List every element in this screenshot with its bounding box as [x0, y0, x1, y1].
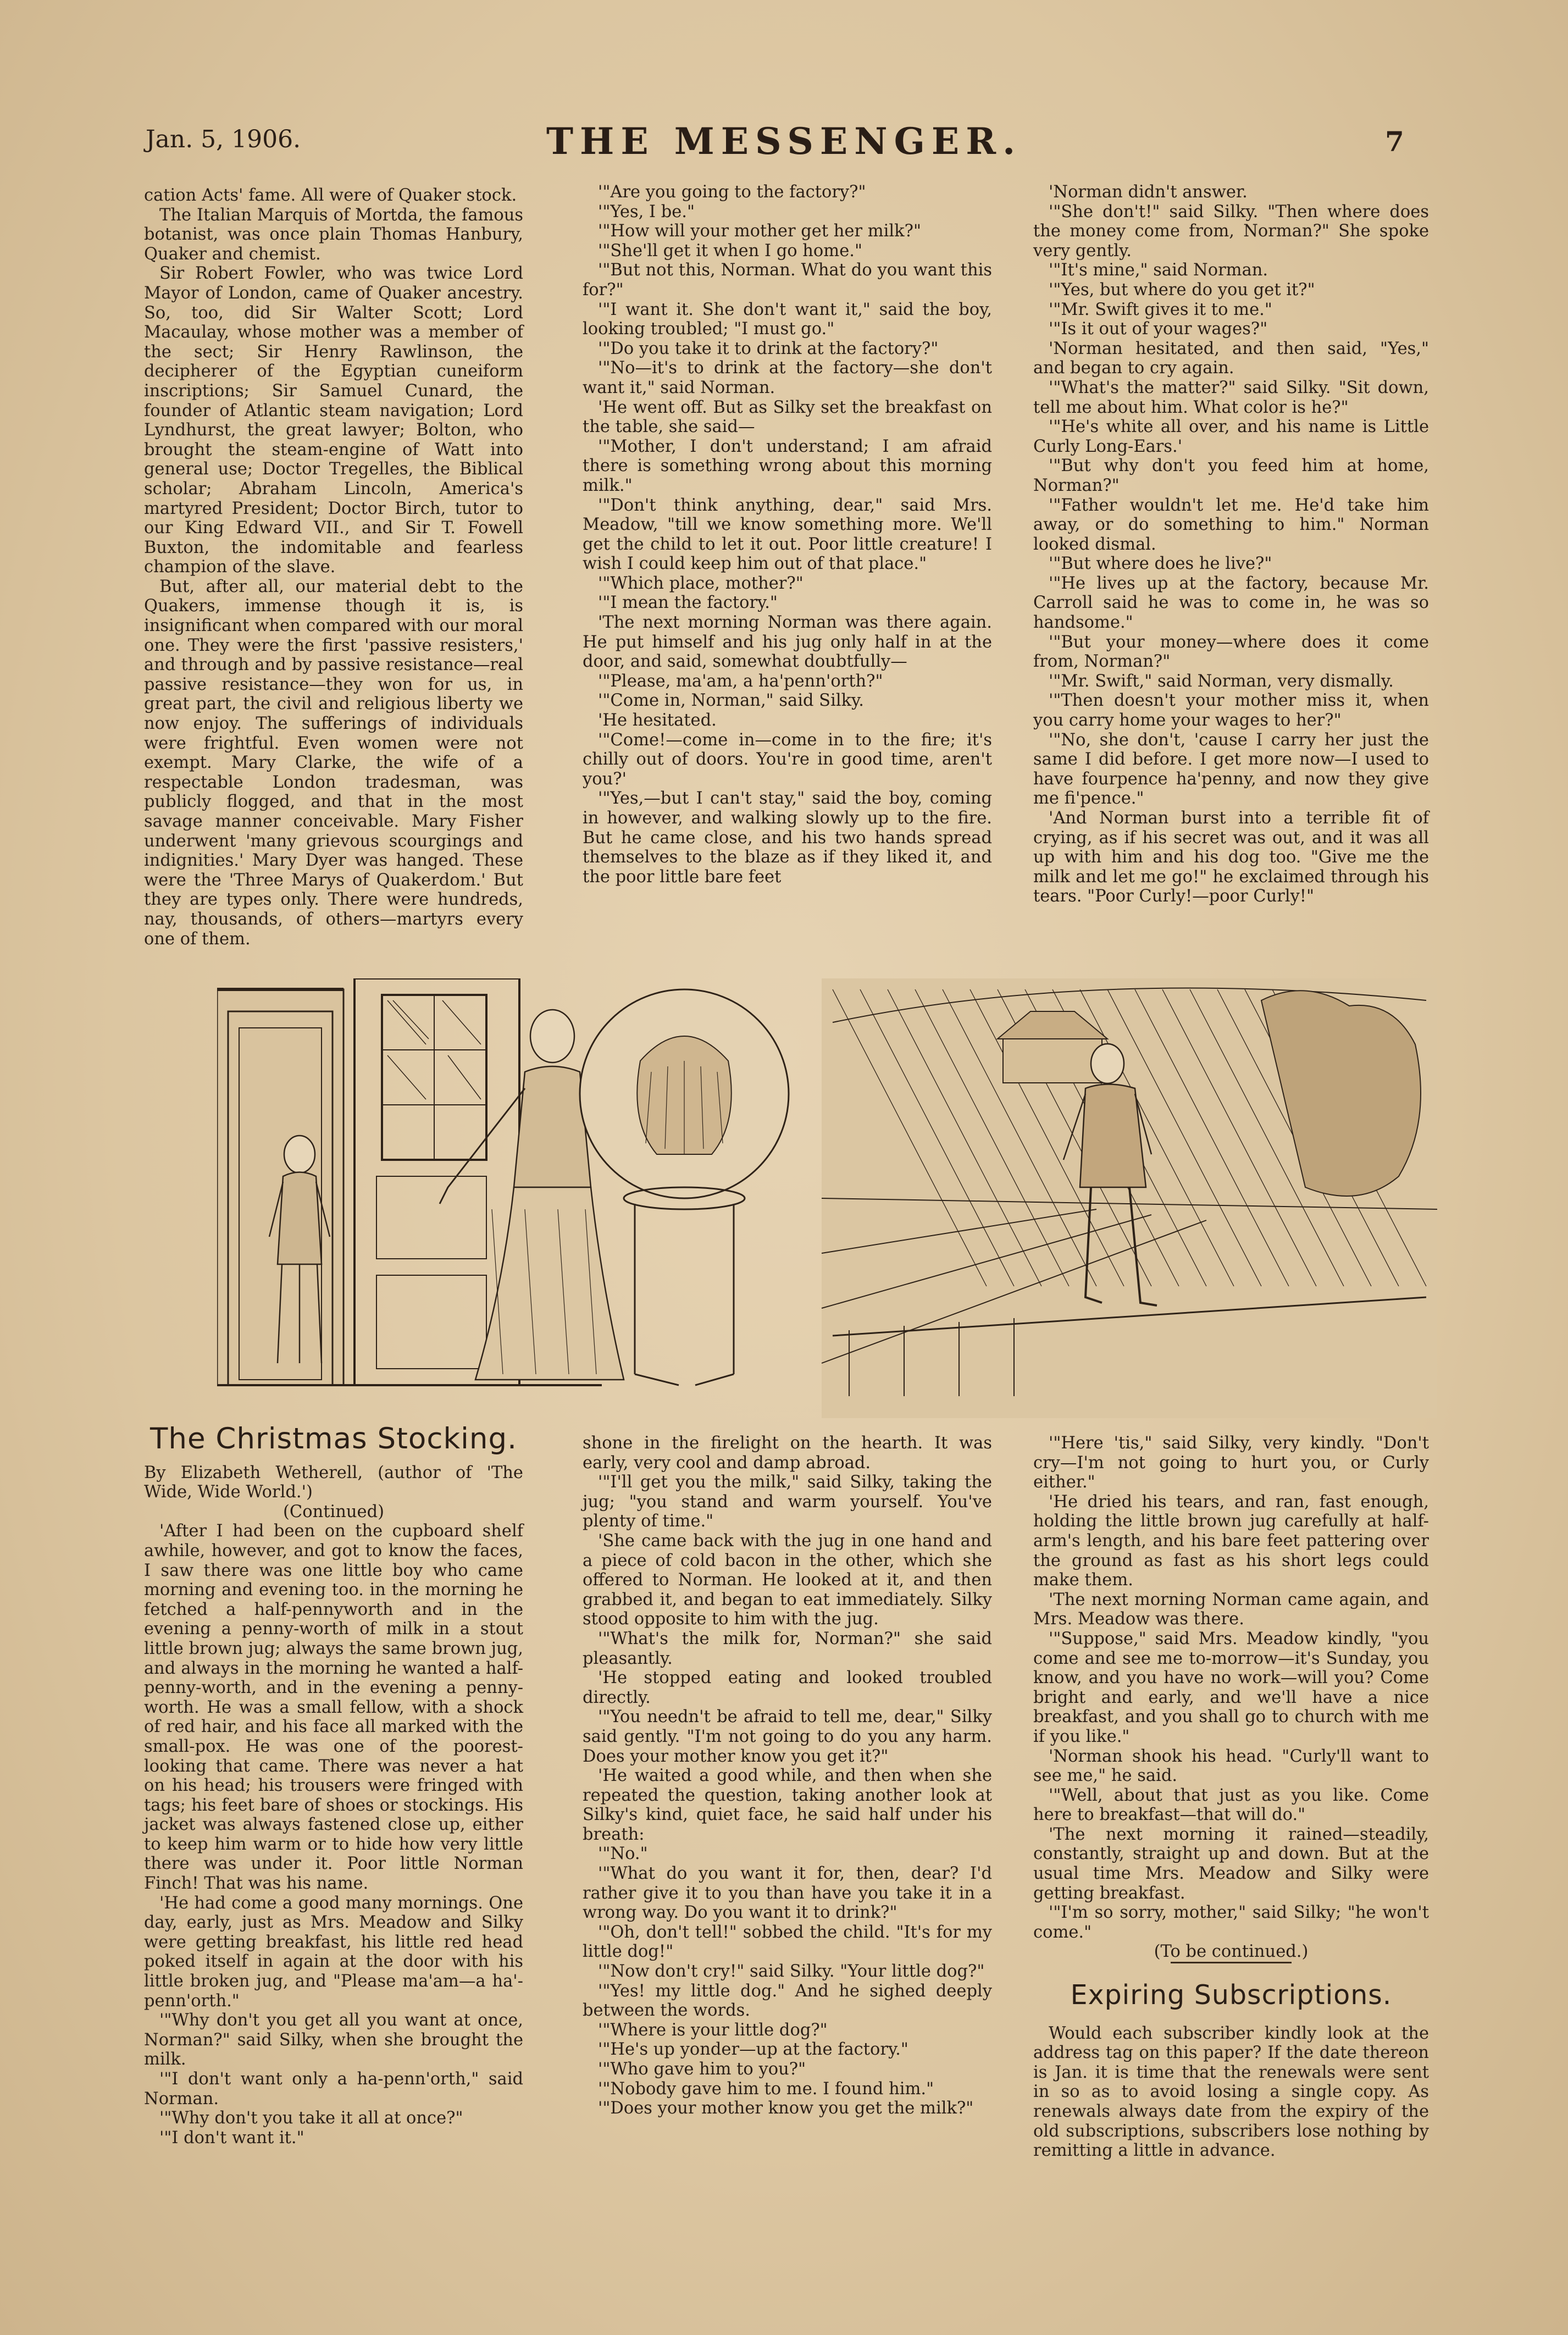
paragraph: 'He went off. But as Silky set the breakfast on the table, she said— [583, 397, 992, 437]
engraving-illustration [217, 978, 1443, 1418]
paragraph: '"Come in, Norman," said Silky. [598, 691, 864, 711]
paragraph: '"I mean the factory." [598, 593, 778, 613]
paragraph: The Italian Marquis of Mortda, the famous botanist, was once plain Thomas Hanbury, Quaker and chemist. [144, 205, 523, 264]
paragraph: '"Here 'tis," said Silky, very kindly. "Don't cry—I'm not going to hurt you, or Curly either." [1033, 1434, 1429, 1492]
paragraph: 'Norman hesitated, and then said, "Yes," and began to cry again. [1033, 339, 1429, 378]
paragraph: '"But where does he live?" [1049, 554, 1272, 574]
paragraph: '"Then doesn't your mother miss it, when you carry home your wages to her?" [1033, 691, 1429, 731]
paragraph: '"Don't think anything, dear," said Mrs. Meadow, "till we know something more. We'll get the child to let it out. Poor little creature! I wish I could keep him out of that place." [583, 495, 992, 574]
paragraph: '"No, she don't, 'cause I carry her just the same I did before. I get more now—I used to have fourpence ha'penny, and now they give me fi'pence." [1033, 730, 1429, 809]
paragraph: '"Oh, don't tell!" sobbed the child. "It's for my little dog!" [583, 1922, 992, 1962]
paragraph: shone in the firelight on the hearth. It was early, very cool and damp abroad. [583, 1434, 992, 1473]
paragraph: 'Norman didn't answer. [1049, 182, 1248, 202]
column-5 [583, 1434, 992, 2118]
paragraph: '"I want it. She don't want it," said the boy, looking troubled; "I must go." [583, 300, 992, 339]
paragraph: 'The next morning Norman came again, and Mrs. Meadow was there. [1033, 1590, 1429, 1629]
paragraph: '"Yes,—but I can't stay," said the boy, coming in however, and walking slowly up to the fire. But he came close, and his two hands spread themselves to the blaze as if they liked it, and the poor little bare feet [583, 789, 992, 887]
paragraph: '"I don't want it." [159, 2128, 304, 2148]
paragraph: 'He hesitated. [598, 711, 717, 731]
paragraph: '"Yes! my little dog." And he sighed deeply between the words. [583, 1981, 992, 2021]
paragraph: '"Mr. Swift gives it to me." [1049, 300, 1272, 319]
paragraph: 'After I had been on the cupboard shelf awhile, however, and got to know the faces, I saw there was one little boy who came morning and evening too. in the morning he fetched a half-pennyworth and in the evening a penny-worth of milk in a stout little brown jug; always the same brown jug, and always in the morning he wanted a half-penny-worth, and in the evening a penny-worth. He was a small fellow, with a shock of red hair, and his face all marked with the small-pox. He was one of the poorest-looking that came. There was never a hat on his head; his trousers were fringed with tags; his feet bare of shoes or stockings. His jacket was always fastened close up, either to keep him warm or to hide how very little there was under it. Poor little Norman Finch! That was his name. [144, 1521, 523, 1894]
paragraph: '"Yes, but where do you get it?" [1049, 280, 1315, 300]
paragraph: '"Does your mother know you get the milk?" [598, 2099, 974, 2118]
paragraph: '"You needn't be afraid to tell me, dear," Silky said gently. "I'm not going to do you any harm. Does your mother know you get it?" [583, 1707, 992, 1766]
paragraph: '"Do you take it to drink at the factory?" [598, 339, 939, 358]
paragraph: '"Yes, I be." [598, 202, 695, 222]
paragraph: 'She came back with the jug in one hand and a piece of cold bacon in the other, which she offered to Norman. He looked at it, and then grabbed it, and began to eat immediately. Silky stood opposite to him with the jug. [583, 1531, 992, 1629]
paragraph: '"Well, about that just as you like. Come here to breakfast—that will do." [1033, 1785, 1429, 1825]
paragraph: '"What's the matter?" said Silky. "Sit down, tell me about him. What color is he?" [1033, 378, 1429, 417]
paragraph: '"But your money—where does it come from, Norman?" [1033, 632, 1429, 672]
paragraph: '"Father wouldn't let me. He'd take him away, or do something to him." Norman looked dismal. [1033, 495, 1429, 554]
paragraph: '"Where is your little dog?" [598, 2020, 828, 2040]
paragraph: '"But why don't you feed him at home, Norman?" [1033, 456, 1429, 495]
paragraph: '"He's white all over, and his name is Little Curly Long-Ears.' [1033, 417, 1429, 456]
story-byline: By Elizabeth Wetherell, (author of 'The Wide, Wide World.') [144, 1463, 523, 1502]
rainy-road-scene [822, 978, 1437, 1418]
section-divider [1171, 1962, 1292, 1963]
paragraph: '"Who gave him to you?" [598, 2060, 806, 2079]
paragraph: '"She don't!" said Silky. "Then where does the money come from, Norman?" She spoke very gently. [1033, 202, 1429, 261]
paragraph: 'And Norman burst into a terrible fit of crying, as if his secret was out, and it was all up with him and his dog too. "Give me the milk and let me go!" he exclaimed through his tears. "Poor Curly!—poor Curly!" [1033, 809, 1429, 906]
continued-note: (Continued) [282, 1502, 384, 1521]
paragraph: '"Mother, I don't understand; I am afraid there is something wrong about this morning milk." [583, 436, 992, 495]
column-4 [144, 1422, 523, 2148]
story-title: The Christmas Stocking. [150, 1422, 517, 1456]
expiring-subscriptions-heading: Expiring Subscriptions. [1070, 1979, 1392, 2011]
paragraph: '"Is it out of your wages?" [1049, 319, 1268, 339]
paragraph: '"Nobody gave him to me. I found him." [598, 2079, 934, 2099]
paragraph: '"Now don't cry!" said Silky. "Your little dog?" [598, 1962, 985, 1982]
paragraph: '"No." [598, 1844, 648, 1864]
column-1 [144, 186, 523, 949]
to-be-continued-note: (To be continued.) [1154, 1942, 1309, 1962]
paragraph: '"Please, ma'am, a ha'penn'orth?" [598, 671, 883, 691]
paragraph: '"Come!—come in—come in to the fire; it's chilly out of doors. You're in good time, aren't you?' [583, 730, 992, 789]
paragraph: 'He stopped eating and looked troubled directly. [583, 1668, 992, 1707]
paragraph: '"Mr. Swift," said Norman, very dismally. [1049, 671, 1394, 691]
expiring-subscriptions-notice: Would each subscriber kindly look at the address tag on this paper? If the date thereon is Jan. it is time that the renewals were sent in so as to avoid losing a single copy. As renewals always date from the expiry of the old subscriptions, subscribers lose nothing by remitting a little in advance. [1033, 2023, 1429, 2161]
paragraph: '"Suppose," said Mrs. Meadow kindly, "you come and see me to-morrow—it's Sunday, you know, and you have no work—will you? Come bright and early, and we'll have a nice breakfast, and you shall go to church with me if you like." [1033, 1629, 1429, 1746]
paragraph: '"I don't want only a ha-penn'orth," said Norman. [144, 2070, 523, 2109]
paragraph: '"Which place, mother?" [598, 573, 804, 593]
paragraph: '"He lives up at the factory, because Mr. Carroll said he was to come in, he was so handsome." [1033, 573, 1429, 633]
column-3 [1033, 182, 1429, 906]
paragraph: 'The next morning Norman was there again. He put himself and his jug only half in at the door, and said, somewhat doubtfully— [583, 613, 992, 672]
paragraph: '"Are you going to the factory?" [598, 182, 866, 202]
paragraph: '"Why don't you take it all at once?" [159, 2109, 463, 2128]
paragraph: '"What do you want it for, then, dear? I'd rather give it to you than have you take it in a wrong way. Do you want it to drink?" [583, 1864, 992, 1923]
column-2 [583, 182, 992, 887]
paragraph: '"I'll get you the milk," said Silky, taking the jug; "you stand and warm yourself. You've plenty of time." [583, 1473, 992, 1531]
paragraph: 'He had come a good many mornings. One day, early, just as Mrs. Meadow and Silky were getting breakfast, his little red head poked itself in again at the door with his little broken jug, and "Please ma'am—a ha'-penn'orth." [144, 1893, 523, 2011]
paragraph: 'The next morning it rained—steadily, constantly, straight up and down. But at the usual time Mrs. Meadow and Silky were getting breakfast. [1033, 1824, 1429, 1903]
paragraph: '"It's mine," said Norman. [1049, 261, 1268, 280]
column-6 [1033, 1434, 1429, 2161]
paragraph: But, after all, our material debt to the Quakers, immense though it is, is insignificant when compared with our moral one. They were the first 'passive resisters,' and through and by passive resistance—real passive resistance—they won for us, in great part, the civil and religious liberty we now enjoy. The sufferings of individuals were frightful. Even women were not exempt. Mary Clarke, the wife of a respectable London tradesman, was publicly flogged, and that in the most savage manner conceivable. Mary Fisher underwent 'many grievous scourgings and indignities.' Mary Dyer was hanged. These were the 'Three Marys of Quakerdom.' But they are types only. There were hundreds, nay, thousands, of others—martyrs every one of them. [144, 577, 523, 949]
page-number: 7 [1385, 125, 1404, 158]
paragraph: '"How will your mother get her milk?" [598, 222, 922, 241]
paragraph: cation Acts' fame. All were of Quaker stock. [144, 186, 517, 205]
issue-date: Jan. 5, 1906. [146, 125, 301, 153]
paragraph: 'He dried his tears, and ran, fast enough, holding the little brown jug carefully at half-arm's length, and his bare feet pattering over the ground as fast as his short legs could make them. [1033, 1492, 1429, 1590]
paragraph: Sir Robert Fowler, who was twice Lord Mayor of London, came of Quaker ancestry. So, too, did Sir Walter Scott; Lord Macaulay, whose mother was a member of the sect; Sir Henry Rawlinson, the decipherer of the Egyptian cuneiform inscriptions; Sir Samuel Cunard, the founder of Atlantic steam navigation; Lord Lyndhurst, the great lawyer; Bolton, who brought the steam-engine of Watt into general use; Doctor Tregelles, the Biblical scholar; Abraham Lincoln, America's martyred President; Doctor Birch, tutor to our King Edward VII., and Sir T. Fowell Buxton, the indomitable and fearless champion of the slave. [144, 264, 523, 577]
paragraph: '"She'll get it when I go home." [598, 241, 862, 261]
paragraph: '"I'm so sorry, mother," said Silky; "he won't come." [1033, 1903, 1429, 1942]
paragraph: '"Why don't you get all you want at once, Norman?" said Silky, when she brought the milk. [144, 2011, 523, 2070]
paragraph: 'Norman shook his head. "Curly'll want to see me," he said. [1033, 1746, 1429, 1786]
paragraph: '"No—it's to drink at the factory—she don't want it," said Norman. [583, 358, 992, 397]
masthead-title: THE MESSENGER. [546, 120, 1022, 163]
paragraph: '"But not this, Norman. What do you want this for?" [583, 261, 992, 300]
paragraph: '"What's the milk for, Norman?" she said pleasantly. [583, 1629, 992, 1668]
paragraph: 'He waited a good while, and then when she repeated the question, taking another look at Silky's kind, quiet face, he said half under his breath: [583, 1766, 992, 1844]
paragraph: '"He's up yonder—up at the factory." [598, 2040, 908, 2060]
